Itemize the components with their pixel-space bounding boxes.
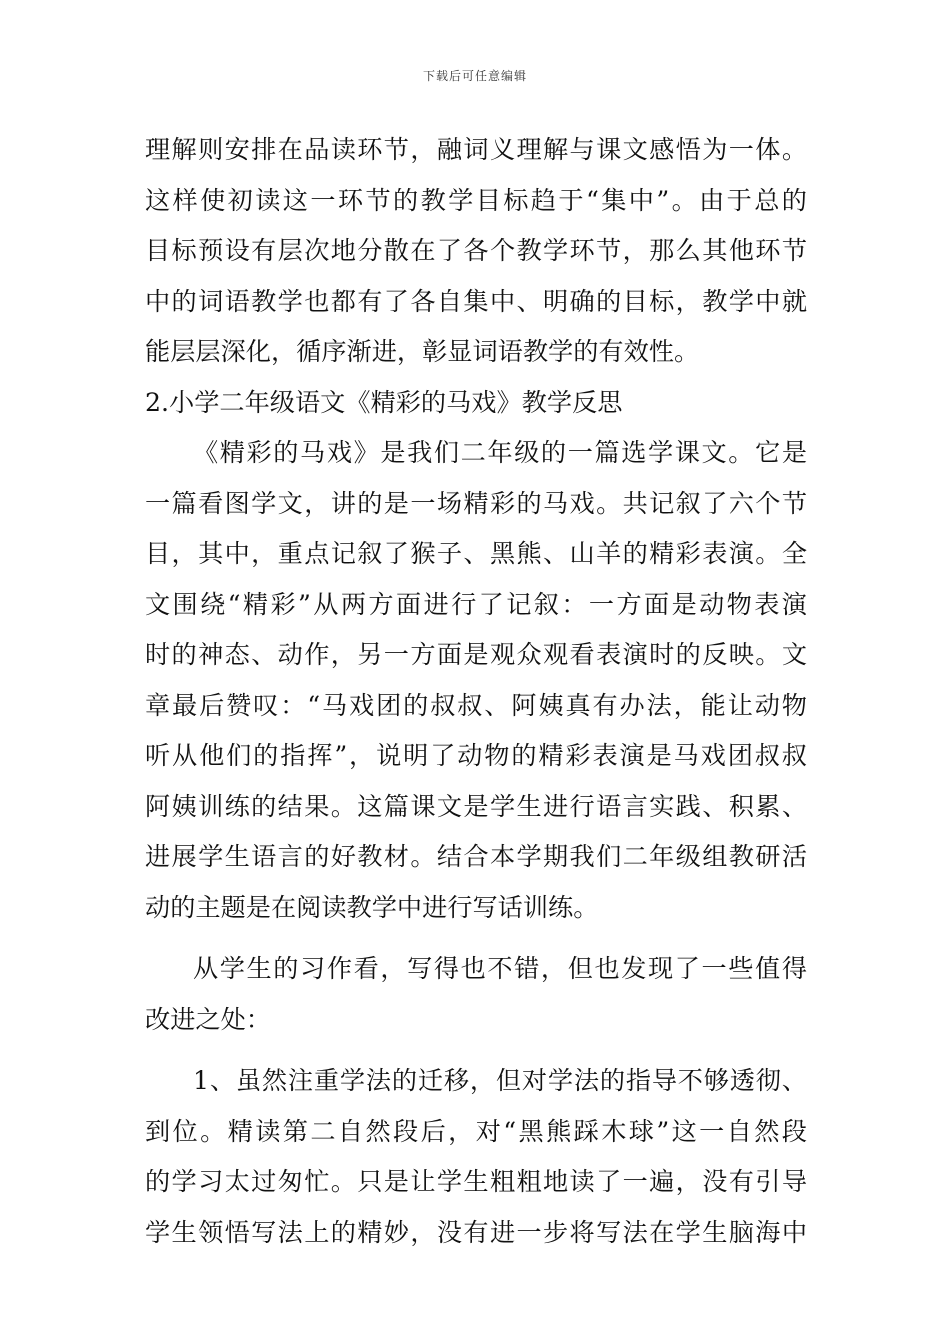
paragraph-3-line-1: 从学生的习作看，写得也不错，但也发现了一些值得	[193, 954, 807, 983]
paragraph-2-line-8: 阿姨训练的结果。这篇课文是学生进行语言实践、积累、	[145, 791, 807, 821]
paragraph-2-line-6: 章最后赞叹：“马戏团的叔叔、阿姨真有办法，能让动物	[145, 690, 807, 720]
paragraph-3-line-2: 改进之处：	[145, 1004, 271, 1034]
document-body	[145, 125, 807, 1258]
paragraph-2-line-9: 进展学生语言的好教材。结合本学期我们二年级组教研活	[145, 842, 807, 871]
paragraph-2-line-1: 《精彩的马戏》是我们二年级的一篇选学课文。它是	[193, 438, 807, 467]
paragraph-2-line-2: 一篇看图学文，讲的是一场精彩的马戏。共记叙了六个节	[145, 488, 807, 518]
paragraph-2-line-3: 目，其中，重点记叙了猴子、黑熊、山羊的精彩表演。全	[145, 539, 807, 568]
paragraph-1-line-2: 这样使初读这一环节的教学目标趋于“集中”。由于总的	[145, 185, 807, 215]
page-header: 下载后可任意编辑	[422, 69, 527, 83]
paragraph-1-line-5: 能层层深化，循序渐进，彰显词语教学的有效性。	[145, 337, 700, 366]
paragraph-1-line-3: 目标预设有层次地分散在了各个教学环节，那么其他环节	[145, 236, 807, 265]
paragraph-2-line-10: 动的主题是在阅读教学中进行写话训练。	[145, 892, 599, 922]
section-heading-text: 2.小学二年级语文《精彩的马戏》教学反思	[145, 387, 623, 417]
paragraph-4	[145, 1056, 807, 1258]
paragraph-1-line-4: 中的词语教学也都有了各自集中、明确的目标，教学中就	[145, 286, 807, 316]
paragraph-2-line-7: 听从他们的指挥”，说明了动物的精彩表演是马戏团叔叔	[145, 741, 807, 770]
paragraph-2	[145, 428, 807, 933]
paragraph-3	[145, 944, 807, 1045]
paragraph-1	[145, 125, 807, 378]
paragraph-4-line-2: 到位。精读第二自然段后，对“黑熊踩木球”这一自然段	[145, 1116, 807, 1146]
paragraph-2-line-5: 时的神态、动作，另一方面是观众观看表演时的反映。文	[145, 640, 807, 669]
paragraph-2-line-4: 文围绕“精彩”从两方面进行了记叙：一方面是动物表演	[145, 589, 807, 619]
section-heading	[145, 378, 807, 429]
paragraph-4-line-1: 1、虽然注重学法的迁移，但对学法的指导不够透彻、	[193, 1066, 807, 1095]
paragraph-4-line-3: 的学习太过匆忙。只是让学生粗粗地读了一遍，没有引导	[145, 1167, 807, 1196]
paragraph-4-line-4: 学生领悟写法上的精妙，没有进一步将写法在学生脑海中	[145, 1217, 807, 1247]
paragraph-1-line-1: 理解则安排在品读环节，融词义理解与课文感悟为一体。	[145, 135, 807, 164]
